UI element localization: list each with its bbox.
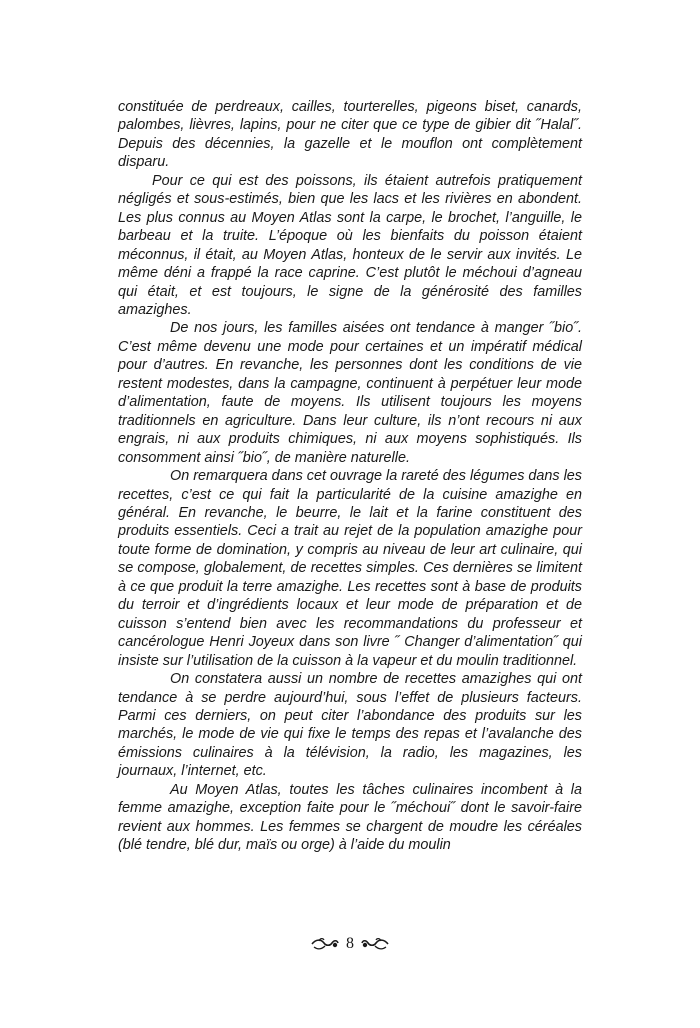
- page-body: [118, 98, 582, 855]
- page-number: 8: [346, 935, 354, 952]
- page-footer: [0, 932, 700, 956]
- flourish-left-icon: [310, 936, 340, 952]
- paragraph-3: De nos jours, les familles aisées ont tendance à manger ˝bio˝. C’est même devenu une mode pour certaines et un impératif médical pour d’autres. En revanche, les personnes dont les conditions de vie restent modestes, dans la campagne, continuent à perpétuer leur mode d’alimentation, faute de moyens. Ils utilisent toujours les moyens traditionnels en agriculture. Dans leur culture, ils n’ont recours ni aux engrais, ni aux produits chimiques, ni aux moyens sophistiqués. Ils consomment ainsi ˝bio˝, de manière naturelle.: [118, 320, 582, 466]
- paragraph-5: On constatera aussi un nombre de recettes amazighes qui ont tendance à se perdre aujourd’hui, sous l’effet de plusieurs facteurs. Parmi ces derniers, on peut citer l’abondance des produits sur les marchés, le mode de vie qui fixe le temps des repas et l’avalanche des émissions culinaires à la télévision, la radio, les magazines, les journaux, l’internet, etc.: [118, 671, 582, 780]
- paragraph-2: Pour ce qui est des poissons, ils étaient autrefois pratiquement négligés et sous-estimés, bien que les lacs et les rivières en abondent. Les plus connus au Moyen Atlas sont la carpe, le brochet, l’anguille, le barbeau et la truite. L’époque où les bienfaits du poisson étaient méconnus, il était, au Moyen Atlas, honteux de le servir aux invités. Le même déni a frappé la race caprine. C’est plutôt le méchoui d’agneau qui était, et est toujours, le signe de la générosité des familles amazighes.: [118, 172, 582, 318]
- paragraph-6: Au Moyen Atlas, toutes les tâches culinaires incombent à la femme amazighe, exception faite pour le ˝méchoui˝ dont le savoir-faire revient aux hommes. Les femmes se chargent de moudre les céréales (blé tendre, blé dur, maïs ou orge) à l’aide du moulin: [118, 781, 582, 854]
- paragraph-1: constituée de perdreaux, cailles, tourterelles, pigeons biset, canards, palombes, lièvres, lapins, pour ne citer que ce type de gibier dit ˝Halal˝. Depuis des décennies, la gazelle et le mouflon ont complètement disparu.: [118, 99, 582, 171]
- paragraph-4: On remarquera dans cet ouvrage la rareté des légumes dans les recettes, c’est ce qui fait la particularité de la cuisine amazighe en général. En revanche, le beurre, le lait et la farine constituent des produits essentiels. Ceci a trait au rejet de la population amazighe pour toute forme de domination, y compris au niveau de leur art culinaire, qui se compose, globalement, de recettes simples. Ces dernières se limitent à ce que produit la terre amazighe. Les recettes sont à base de produits du terroir et d’ingrédients locaux et leur mode de préparation et de cuisson s’entend bien avec les recommandations du professeur et cancérologue Henri Joyeux dans son livre ˝ Changer d’alimentation˝ qui insiste sur l’utilisation de la cuisson à la vapeur et du moulin traditionnel.: [118, 468, 582, 669]
- flourish-right-icon: [360, 936, 390, 952]
